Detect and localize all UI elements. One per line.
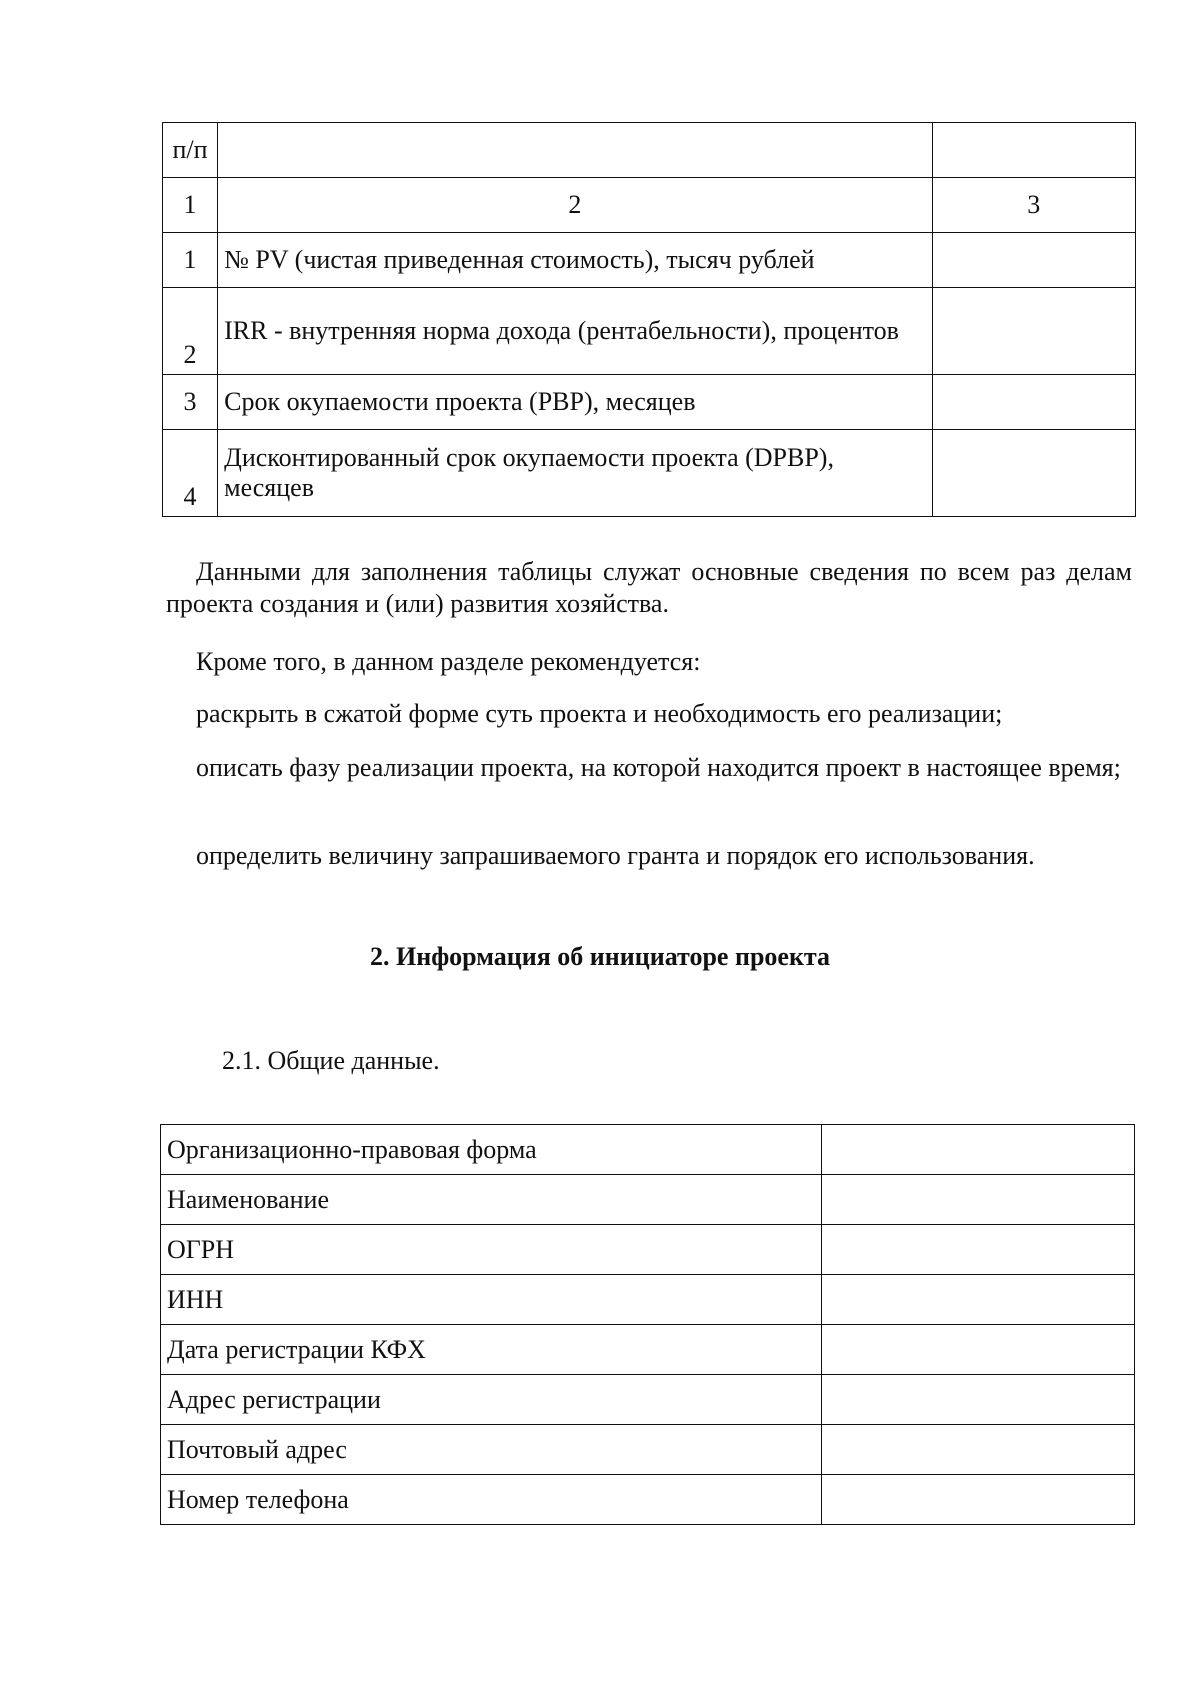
row-label: ИНН xyxy=(161,1275,822,1325)
table-row xyxy=(161,1425,1135,1475)
initiator-info-table xyxy=(160,1124,1135,1525)
row-label: Дата регистрации КФХ xyxy=(161,1325,822,1375)
row-value-cell xyxy=(932,233,1135,288)
table-row xyxy=(163,375,1136,430)
row-value-cell xyxy=(822,1175,1135,1225)
paragraph-text: Данными для заполнения таблицы служат основные сведения по всем раз делам проекта создания и (или) развития хозяйства. xyxy=(166,557,1132,618)
paragraph-text: определить величину запрашиваемого гранта и порядок его использования. xyxy=(196,841,1035,870)
row-value-cell xyxy=(932,375,1135,430)
row-value-cell xyxy=(822,1325,1135,1375)
table-row xyxy=(163,430,1136,517)
table-row xyxy=(161,1175,1135,1225)
table-row xyxy=(161,1325,1135,1375)
row-value-cell xyxy=(822,1225,1135,1275)
row-number: 4 xyxy=(163,430,218,517)
column-index-row xyxy=(163,178,1136,233)
paragraph-project-essence xyxy=(166,698,1132,730)
row-value-cell xyxy=(822,1375,1135,1425)
row-number: 2 xyxy=(163,288,218,375)
row-value-cell xyxy=(822,1475,1135,1525)
table-header-row xyxy=(163,123,1136,178)
row-label: Номер телефона xyxy=(161,1475,822,1525)
paragraph-table-sources xyxy=(166,556,1132,620)
header-value-cell xyxy=(932,123,1135,178)
row-number: 1 xyxy=(163,233,218,288)
row-value-cell xyxy=(822,1425,1135,1475)
row-indicator-name: IRR - внутренняя норма дохода (рентабельности), процентов xyxy=(218,288,932,375)
table-row xyxy=(161,1275,1135,1325)
table-row xyxy=(163,233,1136,288)
paragraph-project-phase xyxy=(166,752,1132,784)
subsection-title: 2.1. Общие данные. xyxy=(222,1046,440,1075)
row-label: Наименование xyxy=(161,1175,822,1225)
row-indicator-name: Срок окупаемости проекта (PBP), месяцев xyxy=(218,375,932,430)
table-row xyxy=(161,1125,1135,1175)
row-label: Адрес регистрации xyxy=(161,1375,822,1425)
row-label: Организационно-правовая форма xyxy=(161,1125,822,1175)
table-row xyxy=(161,1225,1135,1275)
row-label: Почтовый адрес xyxy=(161,1425,822,1475)
section-title: 2. Информация об инициаторе проекта xyxy=(369,942,831,971)
index-cell-2: 2 xyxy=(218,178,932,233)
paragraph-recommendations-intro xyxy=(166,646,1132,678)
row-number: 3 xyxy=(163,375,218,430)
paragraph-text: Кроме того, в данном разделе рекомендуется: xyxy=(196,647,701,676)
index-cell-3: 3 xyxy=(932,178,1135,233)
header-name-cell xyxy=(218,123,932,178)
table-row xyxy=(161,1475,1135,1525)
paragraph-grant-amount xyxy=(166,840,1132,872)
paragraph-text: описать фазу реализации проекта, на которой находится проект в настоящее время; xyxy=(196,753,1121,782)
row-indicator-name: № PV (чистая приведенная стоимость), тысяч рублей xyxy=(218,233,932,288)
table-row xyxy=(161,1375,1135,1425)
header-num-cell: п/п xyxy=(163,123,218,178)
row-value-cell xyxy=(932,288,1135,375)
row-value-cell xyxy=(822,1125,1135,1175)
row-value-cell xyxy=(822,1275,1135,1325)
row-label: ОГРН xyxy=(161,1225,822,1275)
indicators-table xyxy=(162,122,1136,517)
index-cell-1: 1 xyxy=(163,178,218,233)
row-value-cell xyxy=(932,430,1135,517)
paragraph-text: раскрыть в сжатой форме суть проекта и необходимость его реализации; xyxy=(196,699,1003,728)
table-row xyxy=(163,288,1136,375)
row-indicator-name: Дисконтированный срок окупаемости проекта (DPBP), месяцев xyxy=(218,430,932,517)
